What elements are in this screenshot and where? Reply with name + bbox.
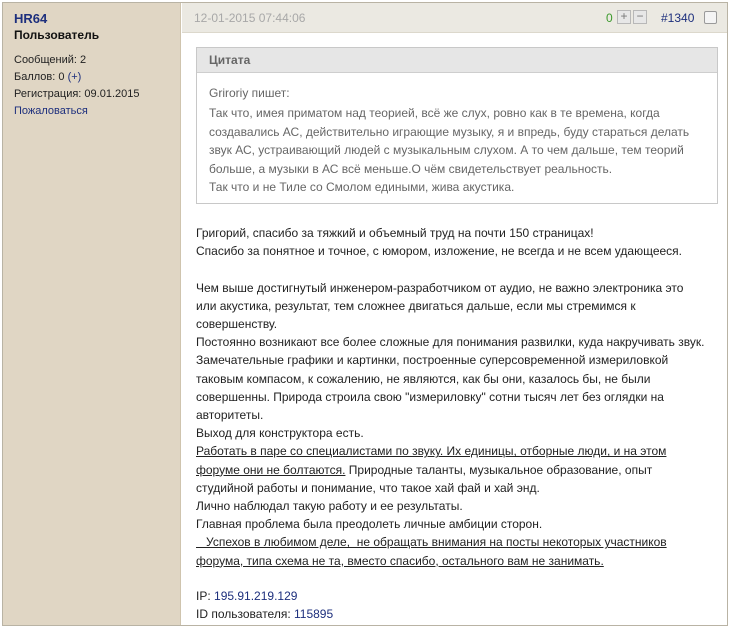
ip-label: IP: [196, 589, 215, 603]
post-user-id [196, 607, 496, 621]
post-date: 12-01-2015 07:44:06 [194, 11, 306, 25]
forum-post [2, 2, 728, 626]
body-underlined-line: Работать в паре со специалистами по звуку. Их единицы, отборные люди, и на этом [196, 444, 667, 459]
body-line: таковым компасом, к сожалению, не являются, как бы они, казалось бы, не были [196, 371, 651, 386]
quote-title: Цитата [197, 48, 717, 73]
post-rating: 0 [606, 11, 613, 25]
body-line: Спасибо за понятное и точное, с юмором, изложение, не всегда и не всем удающееся. [196, 244, 683, 259]
body-line: Григорий, спасибо за тяжкий и объемный труд на почти 150 страницах! [196, 226, 594, 240]
post-ip [196, 589, 496, 603]
body-underlined-line: форума, типа схема не та, вместо спасибо, остального вам не занимать. [196, 553, 604, 568]
vote-plus-button[interactable]: + [617, 10, 631, 24]
ip-value: 195.91.219.129 [214, 589, 298, 603]
body-line: Замечательные графики и картинки, построенные суперсовременной измериловкой [196, 353, 669, 368]
author-messages: Сообщений: 2 [14, 54, 87, 66]
post-content [182, 3, 727, 625]
quote-author: Griroriy пишет: [209, 86, 290, 100]
post-body [196, 224, 726, 570]
body-fragment: Природные таланты, музыкальное образование, опыт [345, 462, 653, 477]
add-point-link[interactable]: (+) [67, 71, 82, 83]
author-rank: Пользователь [14, 28, 100, 42]
user-id-label: ID пользователя: [196, 607, 294, 621]
body-line: Лично наблюдал такую работу и ее результаты. [196, 499, 463, 514]
author-points [14, 71, 81, 83]
body-line: Выход для конструктора есть. [196, 426, 364, 441]
post-number-link[interactable]: #1340 [661, 11, 695, 25]
body-line: студийной работы и понимание, что такое хай фай и хай энд. [196, 480, 540, 495]
body-underlined-line: Успехов в любимом деле, не обращать внимания на посты некоторых участников [196, 535, 667, 550]
body-line: Постоянно возникают все более сложные для понимания развилки, куда накручивать звук. [196, 335, 705, 350]
quote-line: создавались АС, действительно играющие музыку, я и впредь, буду стараться делать [209, 124, 690, 139]
author-registration: Регистрация: 09.01.2015 [14, 88, 140, 100]
quote-line: больше, а музыки в АС всё меньше.О чём свидетельствует реальность. [209, 161, 613, 176]
vote-minus-button[interactable]: − [633, 10, 647, 24]
select-post-checkbox[interactable] [704, 11, 717, 24]
post-header [182, 3, 727, 33]
quote-line: Так что, имея приматом над теорией, всё же слух, ровно как в те времена, когда [209, 106, 660, 120]
user-id-value: 115895 [294, 607, 334, 621]
body-line: совершенству. [196, 317, 278, 331]
body-line: Главная проблема была преодолеть личные амбиции сторон. [196, 517, 543, 532]
author-points-label: Баллов: 0 [14, 71, 65, 83]
body-line: Чем выше достигнутый инженером-разработчиком от аудио, не важно электроника это [196, 280, 684, 295]
body-mixed-line [196, 461, 726, 479]
quote-line: Так что и не Тиле со Смолом едиными, жива акустика. [209, 180, 515, 194]
quote-line: звук АС, устраивающий людей с музыкальным слухом. А то чем дальше, тем теорий [209, 143, 684, 157]
body-underlined-fragment: форуме они не болтаются. [196, 462, 346, 477]
body-line: или акустика, результат, тем сложнее двигаться дальше, если мы стремимся к [196, 298, 636, 313]
author-sidebar [3, 3, 181, 625]
report-link[interactable]: Пожаловаться [14, 105, 88, 117]
body-blank-line [196, 260, 726, 278]
quote-block [196, 47, 718, 204]
body-line: авторитеты. [196, 408, 264, 423]
author-name-link[interactable]: HR64 [14, 11, 48, 26]
quote-text [209, 104, 714, 197]
body-line: совершенны. Природа строила свою "измериловку" сотни тысяч лет без оглядки на [196, 389, 664, 404]
